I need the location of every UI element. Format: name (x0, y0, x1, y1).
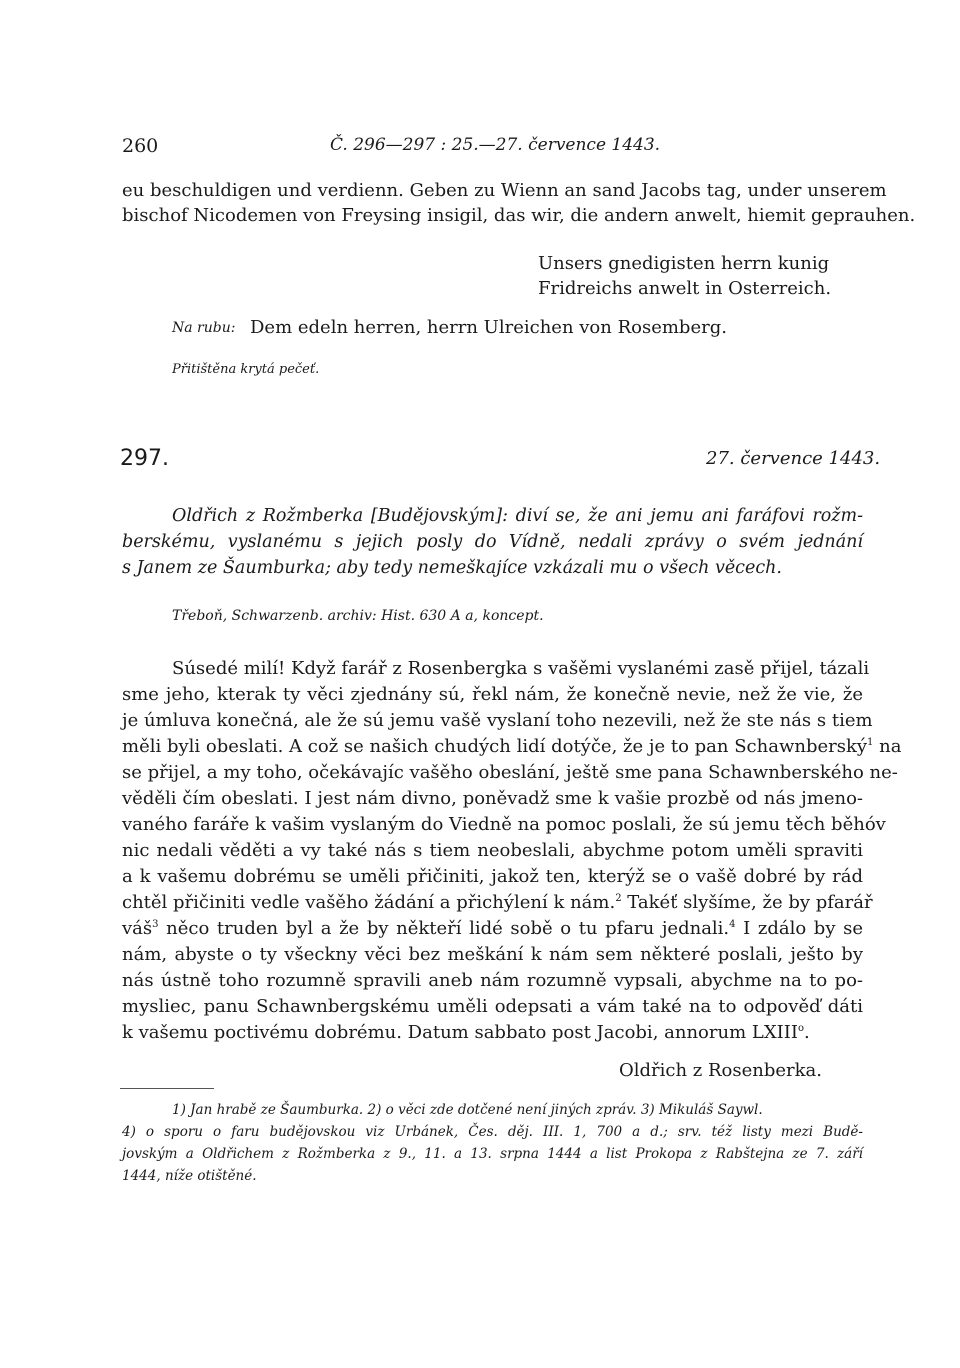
seal-note: Přitištěna krytá pečeť. (172, 362, 320, 377)
body-line-10-tail: Takéť slyšíme, že by pfarář (627, 892, 873, 913)
body-line-4-text: měli byli obeslati. A což se našich chudých lidí dotýče, že je to pan Schawnberský (122, 736, 868, 757)
body-line-11-tail: I zdálo by se (743, 918, 863, 939)
document-date: 27. července 1443. (706, 448, 881, 469)
body-line-15-text: k vašemu poctivému dobrému. Datum sabbato post Jacobi, annorum LXIII (122, 1022, 798, 1043)
footnote-line-1: 1) Jan hrabě ze Šaumburka. 2) o věci zde dotčené není jiných zpráv. 3) Mikuláš Saywl. (172, 1102, 763, 1118)
body-line-12: nám, abyste o ty všeckny věci bez meškání k nám sem některé poslali, ješto by (122, 944, 863, 965)
doc296-line-1: eu beschuldigen und verdienn. Geben zu Wienn an sand Jacobs tag, under unserem (122, 180, 887, 201)
signature: Oldřich z Rosenberka. (619, 1060, 823, 1081)
running-head: Č. 296—297 : 25.—27. července 1443. (330, 135, 661, 155)
footnote-mark-3: 3 (152, 919, 159, 930)
footnote-mark-2: 2 (615, 893, 622, 904)
verso-label: Na rubu: (172, 320, 236, 336)
regest-line-1: Oldřich z Rožmberka [Budějovským]: diví se, že ani jemu ani faráfovi rožm- (172, 506, 863, 526)
regest-line-2: berskému, vyslanému s jejich posly do Vídně, nedali zprávy o svém jednání (122, 532, 863, 552)
body-line-10 (122, 891, 873, 915)
footnote-mark-4: 4 (729, 919, 736, 930)
address-line-1: Unsers gnedigisten herrn kunig (538, 253, 830, 274)
address-line-2: Fridreichs anwelt in Osterreich. (538, 278, 832, 299)
body-line-5: se přijel, a my toho, očekávajíc vašěho obeslání, ještě sme pana Schawnberského ne- (122, 762, 898, 783)
body-line-4 (122, 735, 902, 759)
regest-line-3: s Janem ze Šaumburka; aby tedy nemeškajíce vzkázali mu o všech věcech. (122, 558, 782, 578)
body-line-10-text: chtěl přičiniti vedle vašěho žádání a přichýlení k nám. (122, 892, 616, 913)
body-line-14: mysliec, panu Schawnbergskému uměli odepsati a vám také na to odpověď dáti (122, 996, 863, 1017)
body-line-9: a k vašemu dobrému se uměli přičiniti, jakož ten, kterýž se o vašě dobré by rád (122, 866, 863, 887)
doc296-line-2: bischof Nicodemen von Freysing insigil, das wir, die andern anwelt, hiemit geprauhen. (122, 205, 916, 226)
body-line-4-tail: na (879, 736, 902, 757)
footnote-line-2: 4) o sporu o faru budějovskou viz Urbánek, Čes. děj. III. 1, 700 a d.; srv. též listy mezi Budě- (122, 1124, 863, 1140)
page-number: 260 (122, 135, 159, 157)
footnote-rule (120, 1088, 214, 1089)
footnote-line-3: jovským a Oldřichem z Rožmberka z 9., 11. a 13. srpna 1444 a list Prokopa z Rabštejna ze 7. září (122, 1146, 863, 1162)
body-line-15 (122, 1021, 863, 1045)
body-line-2: sme jeho, kterak ty věci zjednány sú, řekl nám, že konečně nevie, než že vie, že (122, 684, 863, 705)
body-line-13: nás ústně toho rozumně spravili aneb nám rozumně vypsali, abychme na to po- (122, 970, 863, 991)
source-note: Třeboň, Schwarzenb. archiv: Hist. 630 A a, koncept. (172, 608, 544, 624)
footnote-line-4: 1444, níže otištěné. (122, 1168, 257, 1184)
verso-text: Dem edeln herren, herrn Ulreichen von Rosemberg. (250, 317, 727, 338)
body-line-11-text: váš (122, 918, 153, 939)
document-number: 297. (120, 446, 169, 471)
body-line-7: vaného faráře k vašim vyslaným do Viedně na pomoc poslali, že sú jemu těch běhóv (122, 814, 886, 835)
body-line-3: je úmluva konečná, ale že sú jemu vašě vyslaní toho nezevili, než že ste nás s tiem (122, 710, 873, 731)
superscript-o: o (797, 1023, 805, 1034)
body-line-11 (122, 917, 863, 941)
body-line-11-mid: něco truden byl a že by někteří lidé sobě o tu pfaru jednali. (166, 918, 730, 939)
body-line-6: věděli čím obeslati. I jest nám divno, poněvadž sme k vašie prozbě od nás jmeno- (122, 788, 863, 809)
footnote-mark-1: 1 (867, 737, 874, 748)
body-line-8: nic nedali věděti a vy také nás s tiem neobeslali, abychme potom uměli spraviti (122, 840, 863, 861)
body-line-15-end: . (804, 1022, 810, 1043)
body-line-1: Súsedé milí! Když farář z Rosenbergka s vašěmi vyslanémi zasě přijel, tázali (172, 658, 870, 679)
